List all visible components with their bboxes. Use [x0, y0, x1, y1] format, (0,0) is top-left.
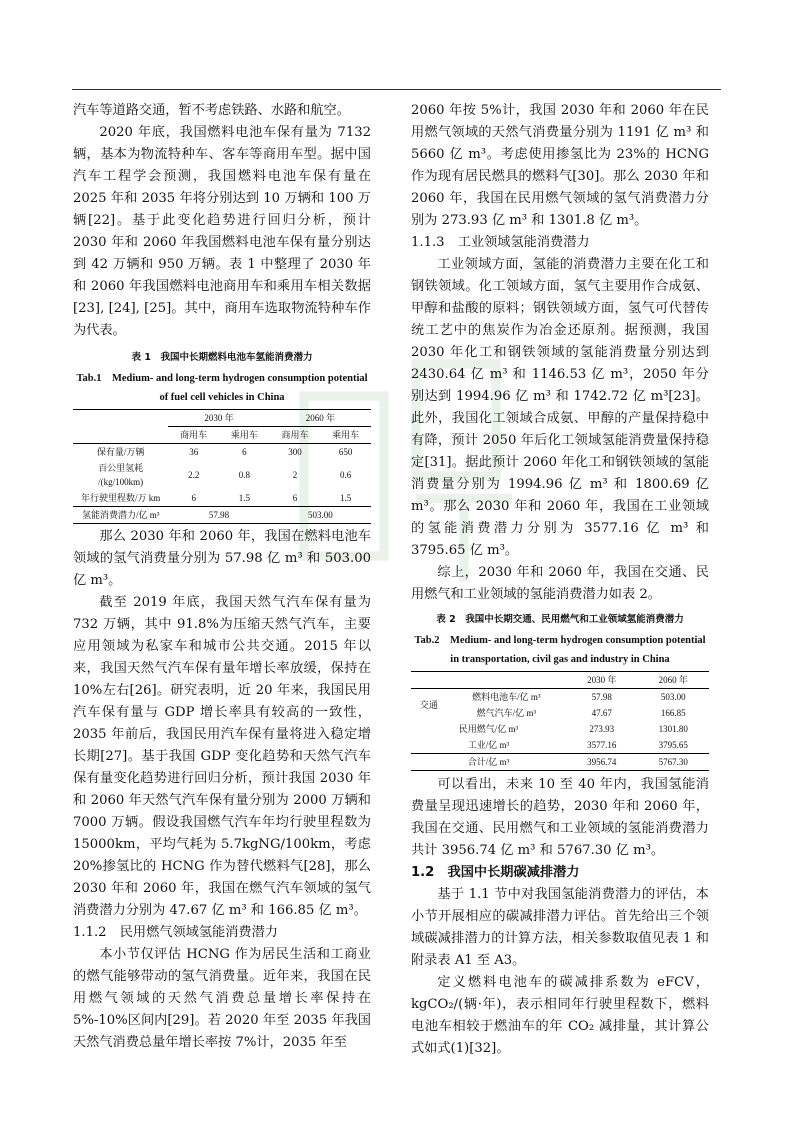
- table-cell: 燃料电池车/亿 m³: [472, 692, 541, 702]
- right-column: [411, 100, 709, 1060]
- table-cell: 3956.74: [587, 757, 617, 767]
- table-2-caption-en: Tab.2 Medium- and long-term hydrogen consumption potential in transportation, civil gas and industry in China: [414, 635, 706, 665]
- section-heading-1-1-3: 1.1.3 工业领域氢能消费潜力: [411, 235, 590, 250]
- table-cell: 保有量/万辆: [96, 447, 145, 457]
- table-1-caption-en: Tab.1 Medium- and long-term hydrogen consumption potential of fuel cell vehicles in China: [76, 373, 368, 403]
- right-paragraph-5: 基于 1.1 节中对我国氢能消费潜力的评估，本小节开展相应的碳减排潜力评估。首先给出三个领域碳减排潜力的计算方法，相关参数取值见表 1 和附录表 A1 至 A3。: [411, 887, 709, 968]
- right-paragraph-6: 定义燃料电池车的碳减排系数为 eFCV，kgCO₂/(辆·年)，表示相同年行驶里程数下，燃料电池车相较于燃油车的年 CO₂ 减排量，其计算公式如式(1)[32]。: [411, 975, 709, 1056]
- table-1-grid: [73, 409, 371, 524]
- table-cell: 166.85: [660, 708, 686, 718]
- header-rule: [72, 89, 721, 90]
- table-1-year-2060: 2060 年: [270, 410, 371, 427]
- table-cell: 2: [292, 470, 298, 480]
- table-cell: 273.93: [589, 724, 615, 734]
- section-heading-1-1-2: 1.1.2 民用燃气领域氢能消费潜力: [73, 925, 278, 940]
- table-cell: 57.98: [591, 692, 612, 702]
- table-1: [73, 348, 371, 524]
- right-paragraph-1: 2060 年按 5%计，我国 2030 年和 2060 年在民用燃气领域的天然气消费量分别为 1191 亿 m³ 和 5660 亿 m³。考虑使用掺氢比为 23%的 HCNG 作为现有居民燃具的燃料气[30]。那么 2030 年和 2060 年，我国在民用燃气领域的氢气消费潜力分别为 273.93 亿 m³ 和 1301.8 亿 m³。: [411, 103, 709, 228]
- table-cell-line: /(kg/100km): [98, 477, 144, 487]
- table-cell: 交通: [419, 700, 438, 710]
- table-cell: 合计/亿 m³: [467, 757, 510, 767]
- table-cell: 650: [338, 447, 353, 457]
- table-cell: 503.00: [307, 510, 333, 520]
- table-1-caption-cn: 表 1 我国中长期燃料电池车氢能消费潜力: [131, 352, 313, 363]
- table-cell: 6: [191, 493, 196, 503]
- section-heading-1-2: 1.2 我国中长期碳减排潜力: [411, 865, 580, 880]
- table-1-col-header: 乘用车: [230, 430, 258, 440]
- table-cell: 2.2: [188, 470, 200, 480]
- left-paragraph-1: 汽车等道路交通，暂不考虑铁路、水路和航空。: [73, 103, 350, 118]
- table-cell: 0.8: [238, 470, 250, 480]
- table-cell: 工业/亿 m³: [467, 740, 510, 750]
- table-cell: 3795.65: [658, 740, 688, 750]
- left-paragraph-4: 截至 2019 年底，我国天然气汽车保有量为 732 万辆，其中 91.8%为压缩天然气汽车，主要应用领域为私家车和城市公共交通。2015 年以来，我国天然气汽车保有量年增长率放缓，保持在 10%左右[26]。研究表明，近 20 年来，我国民用汽车保有量与 GDP 增长率具有较高的一致性，2035 年前后，我国民用汽车保有量将进入稳定增长期[27]。基于我国 GDP 变化趋势和天然气汽车保有量变化趋势进行回归分析，预计我国 2030 年和 2060 年天然气汽车保有量分别为 2000 万辆和 7000 万辆。假设我国燃气汽车年均行驶里程数为 15000km，平均气耗为 5.7kgNG/100km，考虑 20%掺氢比的 HCNG 作为替代燃料气[28]，那么 2030 年和 2060 年，我国在燃气汽车领域的氢气消费潜力分别为 47.67 亿 m³ 和 166.85 亿 m³。: [73, 595, 371, 918]
- table-cell: 0.6: [340, 470, 352, 480]
- left-paragraph-5: 本小节仅评估 HCNG 作为居民生活和工商业的燃气能够带动的氢气消费量。近年来，我国在民用燃气领域的天然气消费总量增长率保持在 5%-10%区间内[29]。若 2020 年至 2035 年我国天然气消费总量年增长率按 7%计，2035 年至: [73, 947, 371, 1050]
- table-cell: 年行驶里程数/万 km: [81, 493, 161, 503]
- right-paragraph-2: 工业领域方面，氢能的消费潜力主要在化工和钢铁领域。化工领域方面，氢气主要用作合成氨、甲醇和盐酸的原料；钢铁领域方面，氢气可代替传统工艺中的焦炭作为冶金还原剂。据预测，我国 2030 年化工和钢铁领域的氢能消费量分别达到 2430.64 亿 m³ 和 1146.53 亿 m³，2050 年分别达到 1994.96 亿 m³ 和 1742.72 亿 m³[23]。此外，我国化工领域合成氨、甲醇的产量保持稳中有降，预计 2050 年后化工领域氢能消费量保持稳定[31]。据此预计 2060 年化工和钢铁领域的氢能消费量分别为 1994.96 亿 m³ 和 1800.69 亿 m³。那么 2030 年和 2060 年，我国在工业领域的氢能消费潜力分别为 3577.16 亿 m³ 和 3795.65 亿 m³。: [411, 257, 709, 558]
- table-cell: 1301.80: [658, 724, 688, 734]
- table-2: [411, 610, 709, 771]
- table-cell: 300: [288, 447, 302, 457]
- table-row: [411, 721, 709, 737]
- table-2-caption-cn: 表 2 我国中长期交通、民用燃气和工业领域氢能消费潜力: [436, 614, 684, 625]
- table-1-col-header: 乘用车: [332, 430, 360, 440]
- table-row: [73, 490, 371, 507]
- table-cell: 57.98: [208, 510, 230, 520]
- table-cell: 36: [189, 447, 199, 457]
- table-row: [411, 689, 709, 706]
- table-cell: 燃气汽车/亿 m³: [476, 708, 537, 718]
- table-cell: 6: [292, 493, 298, 503]
- table-1-year-2030: 2030 年: [168, 410, 269, 427]
- table-row: [73, 460, 371, 490]
- table-2-year-2030: 2030 年: [587, 675, 617, 685]
- table-row: [411, 705, 709, 721]
- table-cell: 6: [242, 447, 247, 457]
- table-1-col-header: 商用车: [180, 430, 208, 440]
- table-row: [73, 444, 371, 461]
- right-paragraph-4: 可以看出，未来 10 至 40 年内，我国氢能消费量呈现迅速增长的趋势，2030 年和 2060 年，我国在交通、民用燃气和工业领域的氢能消费潜力共计 3956.74 亿 m³ 和 5767.30 亿 m³。: [411, 777, 709, 858]
- table-cell: 3577.16: [587, 740, 617, 750]
- table-cell: 氢能消费潜力/亿 m³: [81, 510, 160, 520]
- table-cell: 1.5: [340, 493, 352, 503]
- table-cell: 民用燃气/亿 m³: [458, 724, 519, 734]
- left-column: [73, 100, 371, 1054]
- table-cell-line: 百公里氢耗: [98, 463, 144, 473]
- table-2-grid: [411, 671, 709, 771]
- table-cell: 47.67: [591, 708, 612, 718]
- left-paragraph-3: 那么 2030 年和 2060 年，我国在燃料电池车领域的氢气消费量分别为 57.98 亿 m³ 和 503.00 亿 m³。: [73, 529, 371, 588]
- table-cell: 1.5: [238, 493, 250, 503]
- table-cell: [73, 460, 168, 490]
- table-1-col-header: 商用车: [281, 430, 309, 440]
- table-row: [411, 754, 709, 771]
- table-row: [73, 507, 371, 524]
- right-paragraph-3: 综上，2030 年和 2060 年，我国在交通、民用燃气和工业领域的氢能消费潜力如表 2。: [411, 565, 709, 602]
- table-cell: 503.00: [660, 692, 686, 702]
- table-2-year-2060: 2060 年: [658, 675, 688, 685]
- left-paragraph-2: 2020 年底，我国燃料电池车保有量为 7132 辆，基本为物流特种车、客车等商用车型。据中国汽车工程学会预测，我国燃料电池车保有量在 2025 年和 2035 年将分别达到 10 万辆和 100 万辆[22]。基于此变化趋势进行回归分析，预计 2030 年和 2060 年我国燃料电池车保有量分别达到 42 万辆和 950 万辆。表 1 中整理了 2030 年和 2060 年我国燃料电池商用车和乘用车相关数据[23], [24], [25]。其中，商用车选取物流特种车作为代表。: [73, 125, 371, 338]
- table-cell: 5767.30: [658, 757, 688, 767]
- table-row: [411, 737, 709, 754]
